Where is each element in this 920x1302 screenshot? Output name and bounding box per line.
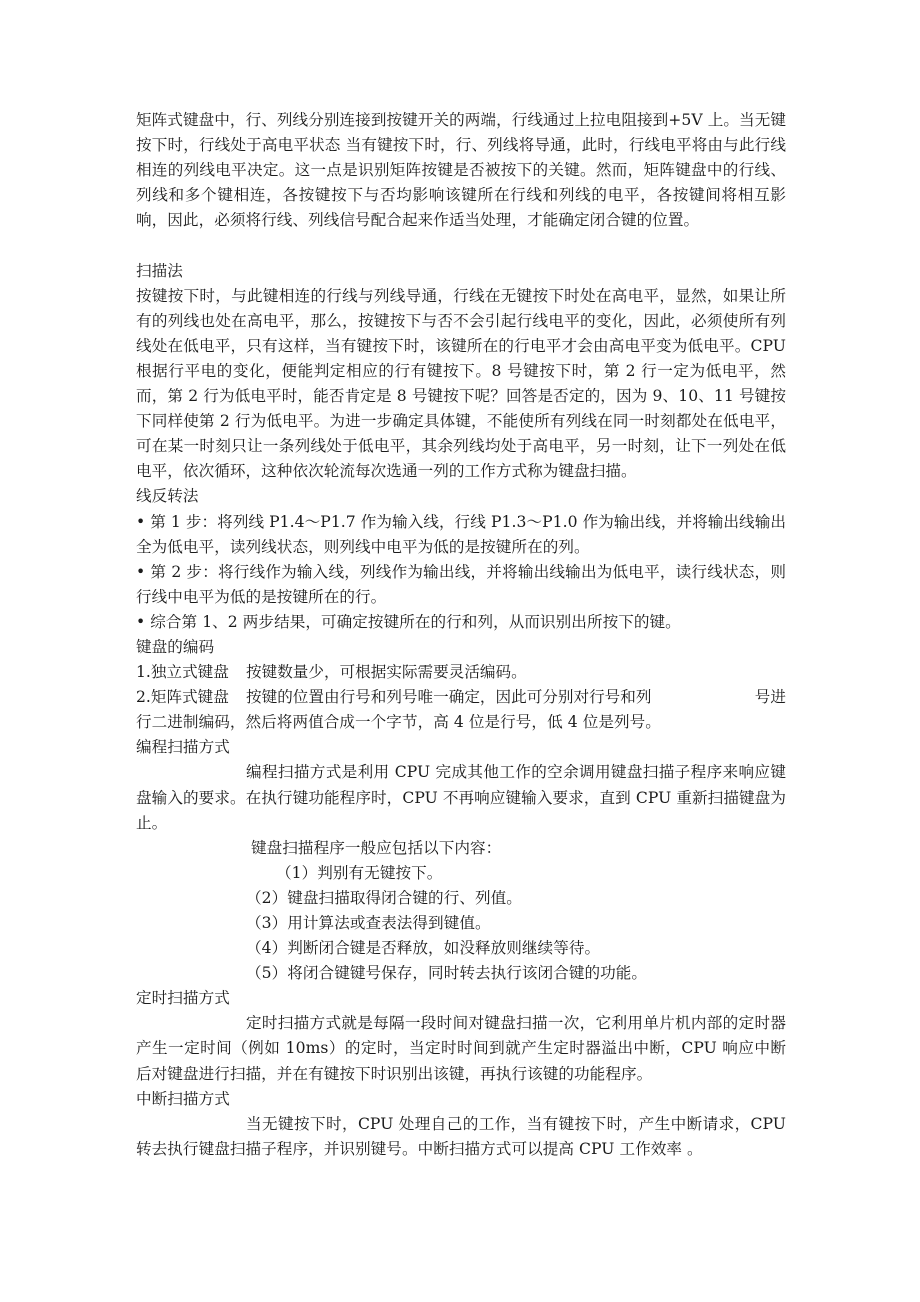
scan-program-item-3: （3）用计算法或查表法得到键值。 (246, 914, 491, 932)
heading-programmed-scan-mode: 编程扫描方式 (136, 738, 230, 757)
paragraph-matrix-keyboard-intro: 矩阵式键盘中，行、列线分别连接到按键开关的两端，行线通过上拉电阻接到+5V 上。当无键按下时，行线处于高电平状态 当有键按下时，行、列线将导通，此时，行线电平将由与此行线相连的列线电平决定。这一点是识别矩阵按键是否被按下的关键。然而，矩阵键盘中的行线、列线和多个键相连，各按键按下与否均影响该键所在行线和列线的电平，各按键间将相互影响，因此，必须将行线、列线信号配合起来作适当处理，才能确定闭合键的位置。 (136, 111, 786, 230)
paragraph-interrupt-scan-mode: 当无键按下时，CPU 处理自己的工作，当有键按下时，产生中断请求，CPU 转去执行键盘扫描子程序，并识别键号。中断扫描方式可以提高 CPU 工作效率 。 (136, 1114, 786, 1158)
encoding-item-2-tail: 号进 (754, 688, 786, 707)
encoding-item-1-text: 按键数量少，可根据实际需要灵活编码。 (246, 663, 527, 682)
list-item-step-2: • 第 2 步：将行线作为输入线，列线作为输出线，并将输出线输出为低电平，读行线状态，则行线中电平为低的是按键所在的行。 (136, 562, 786, 606)
heading-timed-scan-mode: 定时扫描方式 (136, 989, 230, 1008)
heading-line-inversion-method: 线反转法 (136, 487, 199, 506)
scan-program-item-4: （4）判断闭合键是否释放，如没释放则继续等待。 (246, 939, 601, 958)
scan-program-item-1: （1）判别有无键按下。 (276, 863, 443, 882)
encoding-item-2-label: 2.矩阵式键盘 (136, 688, 229, 707)
list-item-step-3: • 综合第 1、2 两步结果，可确定按键所在的行和列，从而识别出所按下的键。 (136, 612, 681, 631)
scan-program-item-5: （5）将闭合键键号保存，同时转去执行该闭合键的功能。 (246, 964, 648, 983)
scan-program-intro: 键盘扫描程序一般应包括以下内容： (251, 838, 502, 857)
heading-keyboard-encoding: 键盘的编码 (136, 637, 215, 656)
encoding-row-matrix-keyboard (136, 685, 786, 710)
encoding-item-2-text: 按键的位置由行号和列号唯一确定，因此可分别对行号和列 (246, 688, 652, 707)
paragraph-programmed-scan-mode: 编程扫描方式是利用 CPU 完成其他工作的空余调用键盘扫描子程序来响应键盘输入的要求。在执行键功能程序时，CPU 不再响应键输入要求，直到 CPU 重新扫描键盘为止。 (136, 763, 786, 832)
encoding-item-2-continuation: 行二进制编码，然后将两值合成一个字节，高 4 位是行号，低 4 位是列号。 (136, 713, 661, 732)
paragraph-timed-scan-mode: 定时扫描方式就是每隔一段时间对键盘扫描一次，它利用单片机内部的定时器产生一定时间（例如 10ms）的定时，当定时时间到就产生定时器溢出中断，CPU 响应中断后对键盘进行扫描，并在有键按下时识别出该键，再执行该键的功能程序。 (136, 1014, 786, 1083)
heading-scan-method: 扫描法 (136, 261, 183, 280)
encoding-item-1-label: 1.独立式键盘 (136, 663, 229, 682)
heading-interrupt-scan-mode: 中断扫描方式 (136, 1089, 230, 1108)
paragraph-spacer (136, 233, 786, 258)
encoding-row-independent-keyboard (136, 660, 786, 685)
document-content (136, 108, 786, 1162)
encoding-item-2-body (246, 685, 786, 710)
list-item-step-1: • 第 1 步：将列线 P1.4～P1.7 作为输入线，行线 P1.3～P1.0 作为输出线，并将输出线输出全为低电平，读列线状态，则列线中电平为低的是按键所在的列。 (136, 512, 786, 556)
scan-program-item-2: （2）键盘扫描取得闭合键的行、列值。 (246, 888, 522, 907)
paragraph-scan-method: 按键按下时，与此键相连的行线与列线导通，行线在无键按下时处在高电平，显然，如果让所有的列线也处在高电平，那么，按键按下与否不会引起行线电平的变化，因此，必须使所有列线处在低电平，只有这样，当有键按下时，该键所在的行电平才会由高电平变为低电平。CPU 根据行平电的变化，便能判定相应的行有键按下。8 号键按下时，第 2 行一定为低电平，然而，第 2 行为低电平时，能否肯定是 8 号键按下呢？回答是否定的，因为 9、10、11 号键按下同样使第 2 行为低电平。为进一步确定具体键，不能使所有列线在同一时刻都处在低电平，可在某一时刻只让一条列线处于低电平，其余列线均处于高电平，另一时刻，让下一列处在低电平，依次循环，这种依次轮流每次选通一列的工作方式称为键盘扫描。 (136, 286, 786, 481)
